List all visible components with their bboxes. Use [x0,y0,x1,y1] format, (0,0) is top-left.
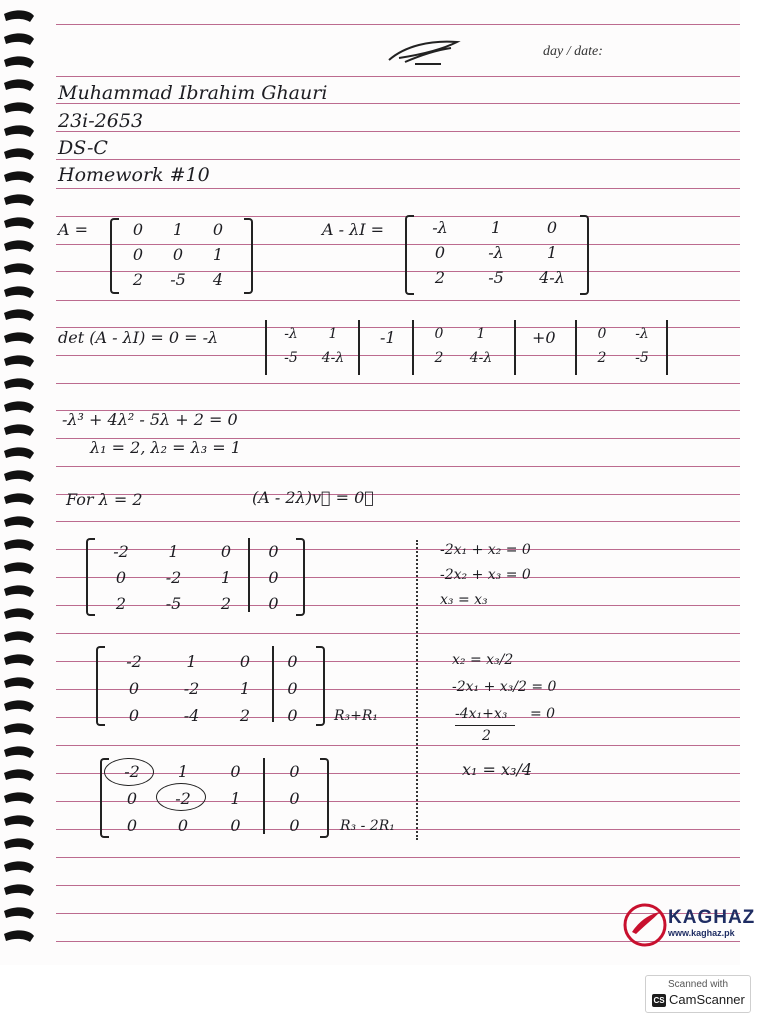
camscanner-name: CamScanner [669,992,745,1007]
spiral-coil [4,240,34,252]
matrix-a-cell: 1 [172,220,184,239]
spiral-coil [4,861,34,873]
spiral-coil [4,332,34,344]
spiral-coil [4,470,34,482]
spiral-coil [4,79,34,91]
row-op-3: R₃ - 2R₁ [340,818,395,834]
spiral-coil [4,723,34,735]
spiral-coil [4,792,34,804]
fraction-tail: = 0 [530,706,556,722]
spiral-coil [4,562,34,574]
kaghaz-logo [622,902,668,948]
aug3-cell: 1 [177,762,189,781]
minor-3-cell: 0 [597,326,607,342]
equation-line: -2x₁ + x₃/2 = 0 [452,679,557,695]
aug3-cell: 0 [289,816,300,835]
aug3-cell: 0 [289,762,300,781]
matrix-a-cell: 2 [132,270,144,289]
for-lambda-equation: (A - 2λ)v⃗ = 0⃗ [252,488,374,507]
aug2-cell: 0 [128,679,140,698]
matrix-a-cell: -5 [170,270,186,289]
eigenvalues: λ₁ = 2, λ₂ = λ₃ = 1 [90,438,241,457]
matrix-ali-cell: 1 [490,218,502,237]
aug1-cell: 0 [268,568,279,587]
roll-number: 23i-2653 [58,110,144,132]
result-x1: x₁ = x₃/4 [462,760,533,779]
spiral-coil [4,654,34,666]
matrix-ali-cell: 4-λ [539,268,565,287]
det-lhs: det (A - λI) = 0 = -λ [58,328,219,347]
spiral-coil [4,355,34,367]
aug3-cell: 0 [126,816,138,835]
aug2-cell: 0 [287,652,298,671]
divider-dotted [416,540,419,840]
spiral-coil [4,516,34,528]
matrix-a-cell: 0 [172,245,184,264]
equation-line: -2x₁ + x₂ = 0 [440,542,531,558]
spiral-coil [4,769,34,781]
section: DS-C [58,137,108,159]
fraction-numerator: -4x₁+x₃ [455,706,508,722]
for-lambda-label: For λ = 2 [66,490,143,509]
det-coef-3: +0 [532,328,556,347]
augmented-matrix-2 [104,652,314,725]
aug1-cell: -2 [113,542,129,561]
spiral-coil [4,378,34,390]
kaghaz-url: www.kaghaz.pk [668,928,735,938]
assignment-title: Homework #10 [58,164,210,186]
pivot-circle-1 [104,758,154,786]
spiral-coil [4,263,34,275]
aug1-cell: -2 [165,568,182,587]
aug2-cell: -2 [183,679,200,698]
matrix-a [118,220,238,289]
aug1-cell: 2 [115,594,127,613]
matrix-a-minus-li [412,218,580,287]
aug3-cell: 0 [177,816,189,835]
matrix-a-cell: 1 [212,245,224,264]
aug3-cell: 0 [230,762,241,781]
aug3-cell: 0 [289,789,300,808]
pivot-circle-2 [156,783,206,811]
matrix-a-cell: 4 [212,270,224,289]
spiral-coil [4,447,34,459]
spiral-coil [4,10,34,22]
matrix-ali-cell: -λ [432,218,448,237]
minor-1-cell: 1 [328,326,338,342]
spiral-coil [4,884,34,896]
aug3-cell: -2 [124,762,140,781]
aug2-cell: 0 [128,706,140,725]
matrix-a-cell: 0 [132,245,144,264]
aug1-cell: 0 [115,568,127,587]
aug1-cell: 0 [268,542,279,561]
spiral-coil [4,677,34,689]
minor-1 [270,326,354,366]
aug2-cell: -2 [126,652,142,671]
aug3-cell: 1 [230,789,241,808]
spiral-coil [4,33,34,45]
spiral-coil [4,309,34,321]
augmented-matrix-1 [96,542,296,613]
aug1-cell: 1 [220,568,232,587]
spiral-coil [4,102,34,114]
matrix-ali-cell: -5 [488,268,504,287]
spiral-coil [4,585,34,597]
matrix-ali-cell: -λ [488,243,504,262]
minor-2-cell: 2 [434,350,444,366]
spiral-coil [4,493,34,505]
spiral-coil [4,631,34,643]
aug2-cell: 1 [186,652,197,671]
aug2-cell: 2 [239,706,251,725]
spiral-coil [4,148,34,160]
spiral-coil [4,746,34,758]
aug2-cell: 0 [287,706,298,725]
spiral-coil [4,539,34,551]
spiral-coil [4,907,34,919]
fraction-denominator: 2 [482,728,491,744]
minor-2-cell: 1 [476,326,486,342]
spiral-coil [4,171,34,183]
spiral-coil [4,815,34,827]
aug3-cell: 0 [126,789,138,808]
matrix-a-cell: 0 [212,220,224,239]
minor-3 [582,326,662,366]
spiral-coil [4,125,34,137]
aug2-cell: -4 [183,706,200,725]
matrix-ali-cell: 2 [434,268,446,287]
matrix-a-right-bracket [244,218,253,294]
matrix-a-label: A = [58,220,89,239]
row-op-2: R₃+R₁ [334,708,379,724]
spiral-coil [4,217,34,229]
aug1-cell: 1 [168,542,179,561]
equation-line: -2x₂ + x₃ = 0 [440,567,531,583]
signature-scribble [385,36,465,70]
student-name: Muhammad Ibrahim Ghauri [58,82,328,104]
matrix-ali-right-bracket [580,215,589,295]
aug3-cell: -2 [175,789,191,808]
aug1-cell: 0 [268,594,279,613]
minor-3-cell: -λ [635,326,649,342]
matrix-ali-cell: 1 [546,243,558,262]
spiral-coil [4,930,34,942]
equation-line: x₃ = x₃ [440,592,488,608]
matrix-a-minus-li-label: A - λI = [322,220,385,239]
camscanner-watermark [645,975,751,1013]
aug2-cell: 0 [287,679,298,698]
scanned-with-label: Scanned with [667,979,729,990]
minor-1-cell: -5 [284,350,298,366]
minor-3-cell: 2 [597,350,607,366]
kaghaz-brand: KAGHAZ [668,907,756,928]
matrix-a-cell: 0 [132,220,144,239]
aug1-cell: -5 [165,594,182,613]
spiral-coil [4,424,34,436]
aug2-cell: 1 [239,679,251,698]
spiral-coil [4,401,34,413]
minor-3-cell: -5 [635,350,649,366]
aug3-cell: 0 [230,816,241,835]
matrix-ali-cell: 0 [546,218,558,237]
minor-2-cell: 0 [434,326,444,342]
equation-line: x₂ = x₃/2 [452,652,514,668]
aug1-cell: 2 [220,594,232,613]
characteristic-equation: -λ³ + 4λ² - 5λ + 2 = 0 [62,410,238,429]
camscanner-badge: CS [653,996,665,1005]
spiral-coil [4,838,34,850]
spiral-coil [4,700,34,712]
spiral-binding [0,0,40,965]
aug2-cell: 0 [239,652,251,671]
minor-2-cell: 4-λ [469,350,493,366]
det-coef-2: -1 [380,328,396,347]
aug1-cell: 0 [220,542,232,561]
day-date-label: day / date: [543,44,603,59]
minor-2 [418,326,502,366]
minor-1-cell: 4-λ [321,350,345,366]
matrix-ali-cell: 0 [434,243,446,262]
spiral-coil [4,56,34,68]
spiral-coil [4,194,34,206]
spiral-coil [4,608,34,620]
minor-1-cell: -λ [284,326,298,342]
spiral-coil [4,286,34,298]
